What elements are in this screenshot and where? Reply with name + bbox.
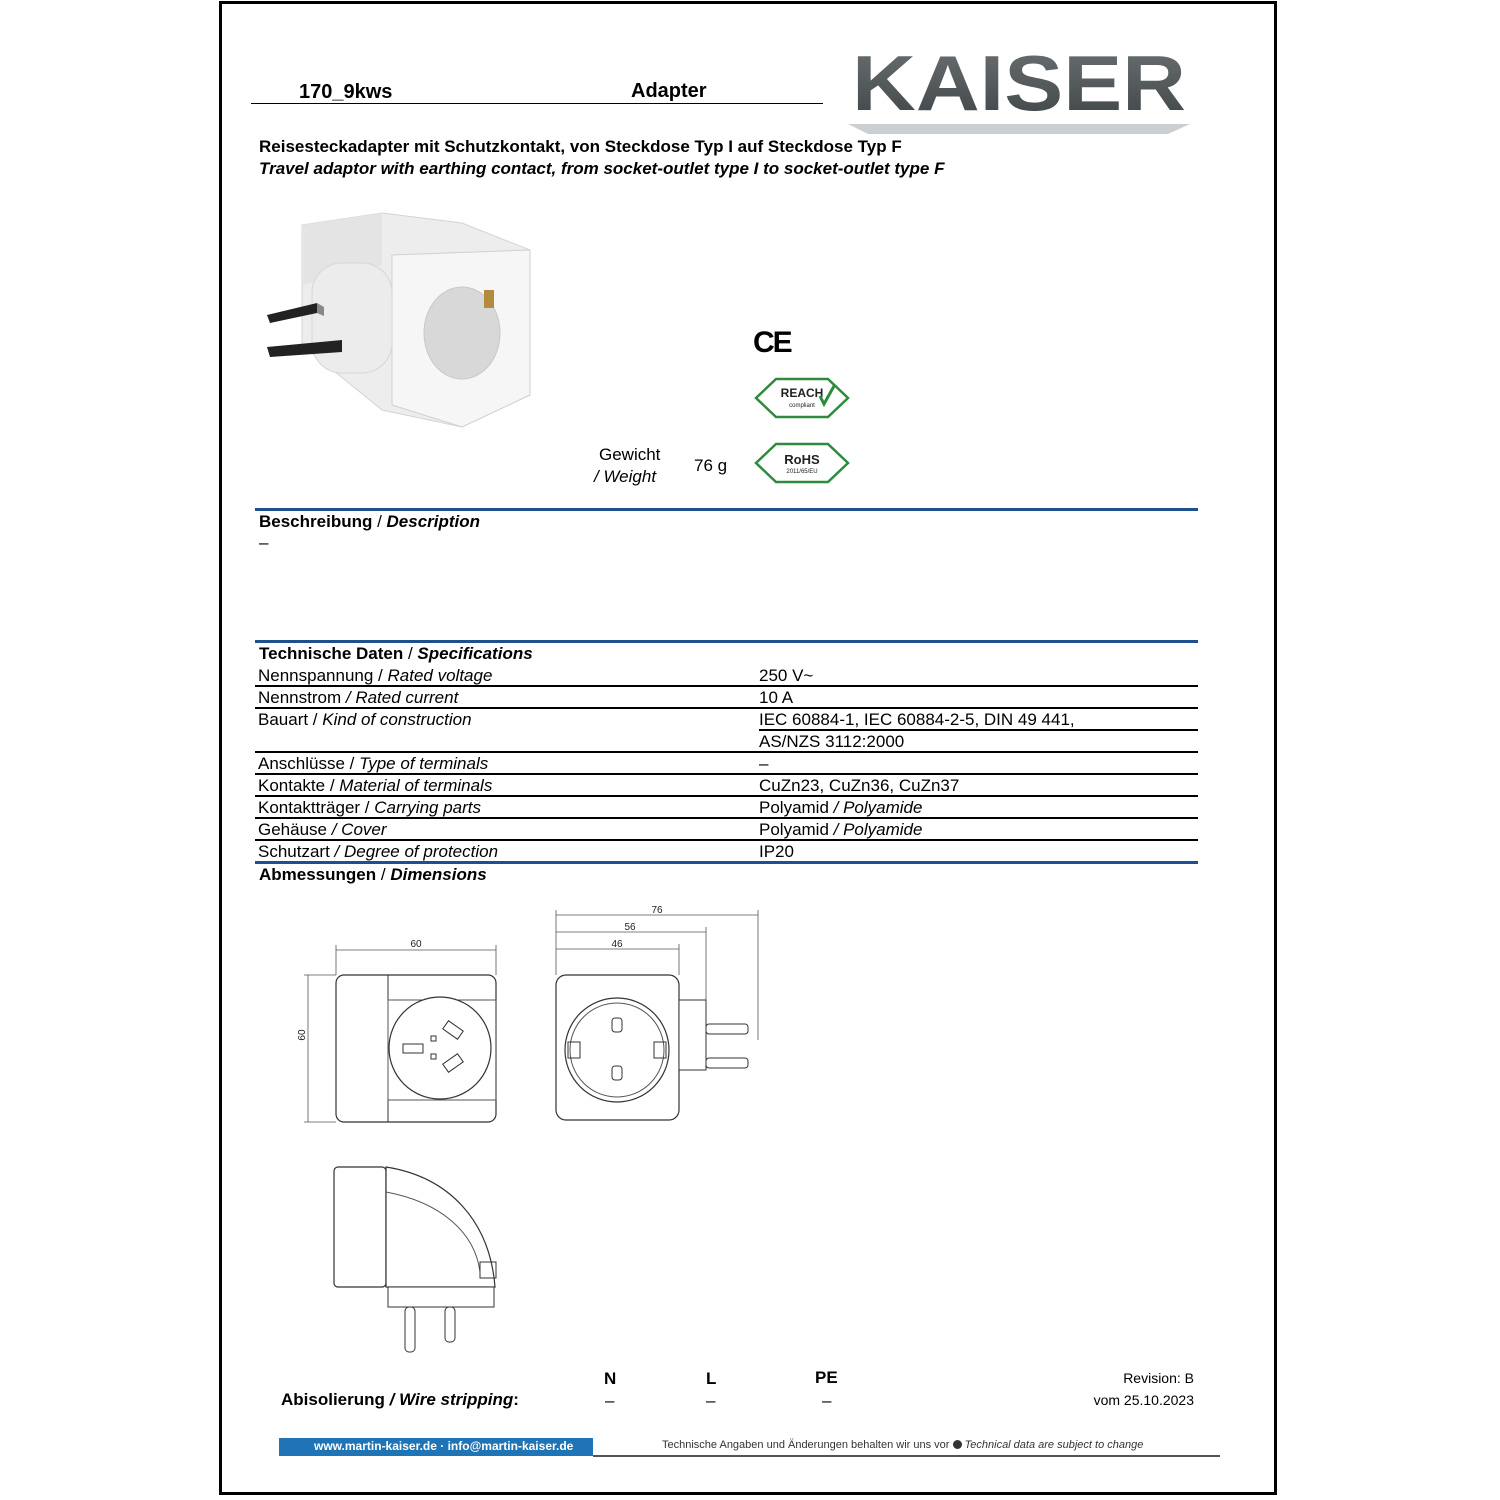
dimensions-heading-sep: / [376,865,391,884]
revision-label: Revision: B [1123,1370,1194,1386]
spec-row: Kontaktträger / Carrying parts Polyamid / Polyamide [255,797,1198,819]
svg-text:60: 60 [297,1029,308,1041]
section-rule-dimensions [255,861,1198,864]
weight-value: 76 g [694,456,728,475]
description-text: – [259,533,269,552]
section-rule-description [255,508,1198,511]
reach-badge [754,376,850,420]
spec-row: AS/NZS 3112:2000 [255,731,1198,753]
category-label: Adapter [631,80,707,102]
title-en: Travel adaptor with earthing contact, from socket-outlet type I to socket-outlet type F [259,159,945,178]
description-heading-en: Description [386,512,481,531]
dimensions-heading [259,865,487,885]
title-de: Reisesteckadapter mit Schutzkontakt, von Steckdose Typ I auf Steckdose Typ F [259,137,902,156]
section-rule-specs [255,640,1198,643]
wire-label-de: Abisolierung [281,1390,385,1409]
description-heading-de: Beschreibung [259,512,373,531]
wire-col-n-head: N [604,1369,617,1388]
dimensions-heading-en: Dimensions [390,865,487,884]
spec-row: Nennstrom / Rated current 10 A [255,687,1198,709]
wire-label-en: / Wire stripping [389,1390,514,1409]
spec-row: Nennspannung / Rated voltage 250 V~ [255,665,1198,687]
footer-note-de: Technische Angaben und Änderungen behalten wir uns vor [662,1439,950,1451]
specs-heading-de: Technische Daten [259,644,404,663]
side-view-drawing [550,900,770,1125]
ce-mark: CE [753,326,791,359]
specs-heading-sep: / [403,644,418,663]
specs-heading [259,644,533,664]
top-view-drawing [330,1162,500,1357]
specs-heading-en: Specifications [417,644,533,663]
kaiser-logo [848,48,1190,134]
svg-text:compliant: compliant [789,403,815,409]
spec-row: Kontakte / Material of terminals CuZn23, CuZn36, CuZn37 [255,775,1198,797]
weight-label-de: Gewicht [599,445,661,464]
wire-col-pe-head: PE [815,1368,838,1387]
description-heading [259,512,480,532]
svg-text:KAISER: KAISER [852,48,1186,127]
wire-col-pe-value: – [822,1391,832,1410]
svg-text:60: 60 [410,939,422,950]
svg-text:56: 56 [624,922,636,933]
weight-label-en: / Weight [594,467,657,486]
svg-text:RoHS: RoHS [784,452,820,467]
wire-col-l-head: L [706,1369,717,1388]
spec-row: Anschlüsse / Type of terminals – [255,753,1198,775]
rohs-badge [754,441,850,485]
article-number: 170_9kws [299,81,393,103]
front-view-drawing [290,930,505,1130]
spec-row: Schutzart / Degree of protection IP20 [258,842,794,861]
wire-col-l-value: – [706,1391,716,1410]
product-image [262,205,537,435]
svg-text:46: 46 [611,939,623,950]
header-rule [251,103,823,104]
bullet-dot-icon [953,1440,962,1449]
description-heading-sep: / [372,512,387,531]
spec-row: Bauart / Kind of construction IEC 60884-1, IEC 60884-2-5, DIN 49 441, [258,710,1075,729]
footer-rule [593,1455,1220,1457]
wire-col-n-value: – [605,1391,615,1410]
wire-label-colon: : [513,1390,519,1409]
wire-stripping-label [281,1390,519,1410]
svg-text:2011/65/EU: 2011/65/EU [786,469,818,475]
svg-text:REACH: REACH [780,386,824,400]
footer-contact[interactable]: www.martin-kaiser.de · info@martin-kaiser.de [314,1439,574,1453]
revision-date: vom 25.10.2023 [1093,1392,1194,1408]
svg-text:76: 76 [651,905,663,916]
dimensions-heading-de: Abmessungen [259,865,377,884]
footer-note-en: Technical data are subject to change [964,1439,1144,1451]
spec-row: Gehäuse / Cover Polyamid / Polyamide [255,819,1198,841]
footer-note [662,1439,1143,1451]
